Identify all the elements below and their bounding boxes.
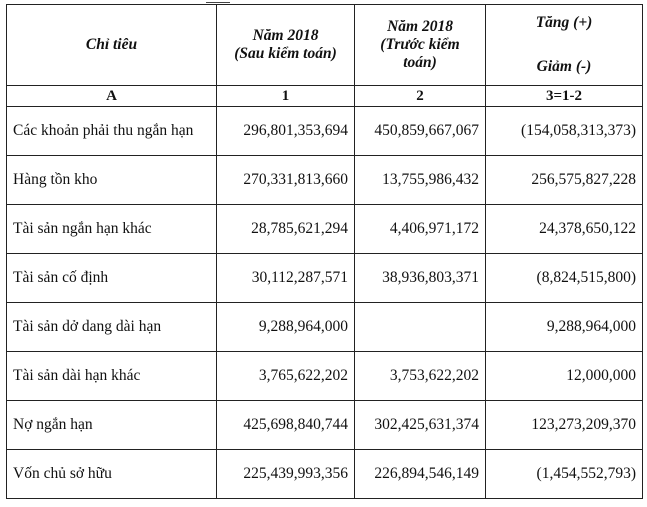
table-row [7,107,643,156]
header-before-audit-line3: toán) [403,54,437,71]
row-label: Tài sản cố định [7,254,217,303]
before-audit-value: 13,755,986,432 [355,156,486,205]
row-label: Các khoản phải thu ngắn hạn [7,107,217,156]
after-audit-value: 425,698,840,744 [217,401,355,450]
table-row [7,401,643,450]
header-after-audit-line1: Năm 2018 [252,27,319,44]
after-audit-value: 30,112,287,571 [217,254,355,303]
table-row [7,450,643,499]
header-before-audit-line1: Năm 2018 [387,18,453,35]
row-label: Nợ ngắn hạn [7,401,217,450]
before-audit-value: 4,406,971,172 [355,205,486,254]
after-audit-value: 225,439,993,356 [217,450,355,499]
change-value: (154,058,313,373) [486,107,643,156]
header-before-audit-line2: (Trước kiểm [380,36,460,53]
before-audit-value: 38,936,803,371 [355,254,486,303]
change-value: 123,273,209,370 [486,401,643,450]
table-row [7,254,643,303]
row-label: Tài sản dài hạn khác [7,352,217,401]
index-cell: 3=1-2 [486,86,643,107]
after-audit-value: 28,785,621,294 [217,205,355,254]
change-value: 24,378,650,122 [486,205,643,254]
after-audit-value: 3,765,622,202 [217,352,355,401]
row-label: Vốn chủ sở hữu [7,450,217,499]
change-value: 256,575,827,228 [486,156,643,205]
index-cell: 2 [355,86,486,107]
after-audit-value: 296,801,353,694 [217,107,355,156]
after-audit-value: 9,288,964,000 [217,303,355,352]
header-after-audit [217,5,355,86]
row-label: Tài sản ngắn hạn khác [7,205,217,254]
header-increase: Tăng (+) [535,14,593,31]
header-row [7,5,643,86]
row-label: Hàng tồn kho [7,156,217,205]
change-value: 9,288,964,000 [486,303,643,352]
change-value: (1,454,552,793) [486,450,643,499]
before-audit-value [355,303,486,352]
after-audit-value: 270,331,813,660 [217,156,355,205]
before-audit-value: 302,425,631,374 [355,401,486,450]
before-audit-value: 450,859,667,067 [355,107,486,156]
header-decrease: Giảm (-) [536,58,592,75]
header-change [486,5,643,86]
row-label: Tài sản dở dang dài hạn [7,303,217,352]
header-after-audit-line2: (Sau kiểm toán) [234,45,337,62]
index-cell: 1 [217,86,355,107]
table-row [7,303,643,352]
table-row [7,352,643,401]
header-before-audit [355,5,486,86]
before-audit-value: 226,894,546,149 [355,450,486,499]
index-row [7,86,643,107]
header-indicator: Chỉ tiêu [7,5,217,86]
table-row [7,156,643,205]
table-row [7,205,643,254]
change-value: (8,824,515,800) [486,254,643,303]
cropped-text-fragment [206,0,230,3]
change-value: 12,000,000 [486,352,643,401]
financial-comparison-table [6,4,643,499]
index-cell: A [7,86,217,107]
before-audit-value: 3,753,622,202 [355,352,486,401]
